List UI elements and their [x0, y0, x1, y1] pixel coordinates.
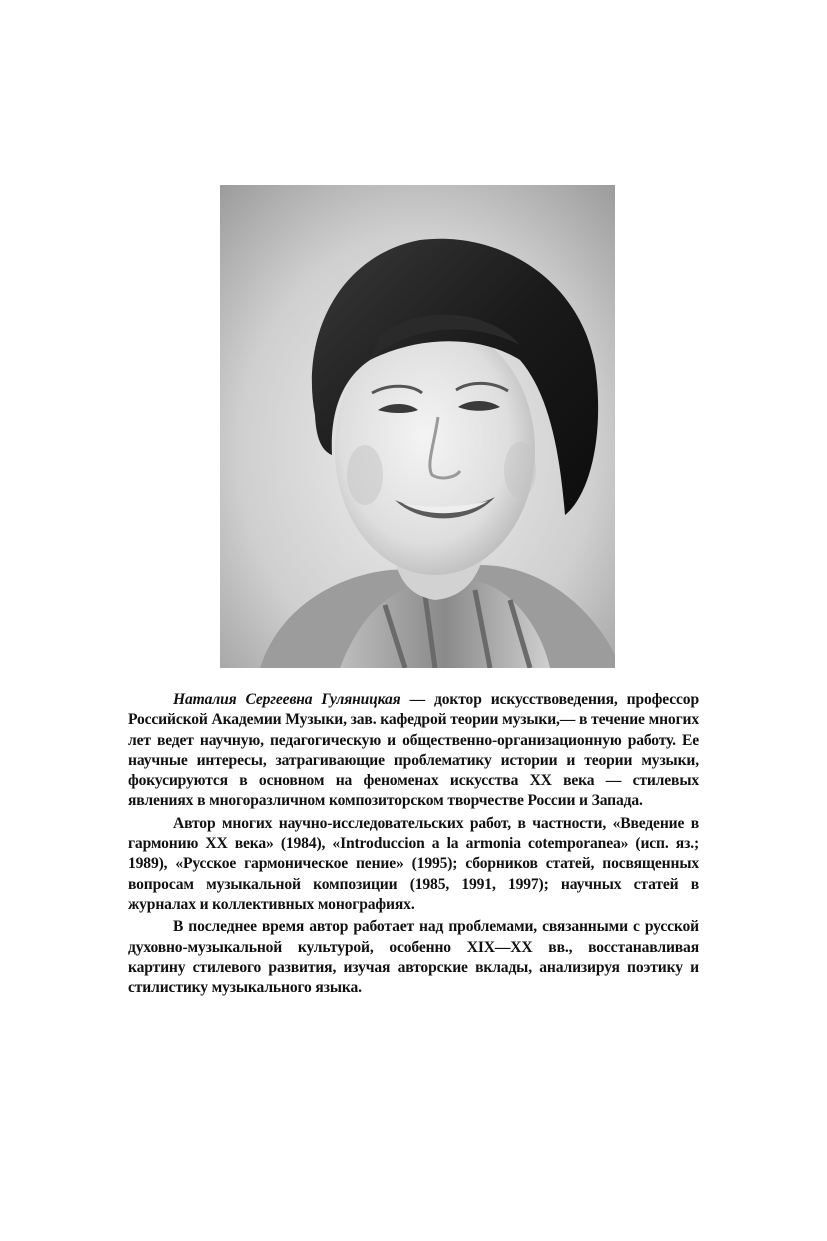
author-name: Наталия Сергеевна Гуляницкая [173, 691, 401, 708]
bio-paragraph-3: В последнее время автор работает над проблемами, связанными с русской духовно-музыкальной культурой, особенно XIX—XX вв., восстанавливая картину стилевого развития, изучая авторские вклады, анализируя поэтику и стилистику музыкального языка. [128, 918, 699, 997]
author-portrait-photo [220, 185, 615, 668]
portrait-image [220, 185, 615, 668]
bio-paragraph-2: Автор многих научно-исследовательских работ, в частности, «Введение в гармонию XX века» (1984), «Introduccion a la armonia cotemporanea» (исп. яз.; 1989), «Русское гармоническое пение» (1995); сборников статей, посвященных вопросам музыкальной композиции (1985, 1991, 1997); научных статей в журналах и коллективных монографиях. [128, 814, 699, 913]
bio-paragraph-1 [128, 690, 699, 812]
author-bio [128, 690, 699, 1000]
bio-paragraph-1-text: — доктор искусствоведения, профессор Российской Академии Музыки, зав. кафедрой теории музыки,— в течение многих лет ведет научную, педагогическую и общественно-организационную работу. Ее научные интересы, затрагивающие проблематику истории и теории музыки, фокусируются в основном на феноменах искусства XX века — стилевых явлениях в многоразличном композиторском творчестве России и Запада. [128, 691, 699, 810]
